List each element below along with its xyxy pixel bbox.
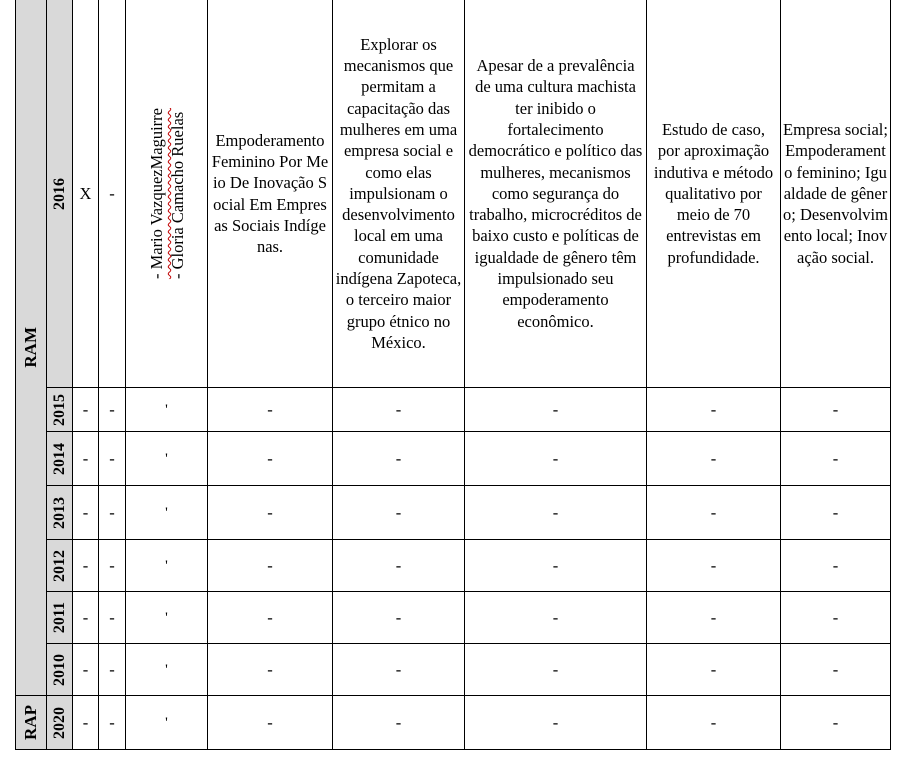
objective-cell: [333, 540, 465, 592]
table-row: [16, 696, 891, 750]
title-cell: [208, 486, 333, 540]
authors-cell: [126, 592, 208, 644]
authors-cell: [126, 486, 208, 540]
results-cell: [465, 696, 647, 750]
col3-value: -: [109, 502, 115, 522]
method-cell: [647, 486, 781, 540]
col3-value: -: [109, 659, 115, 679]
title-cell: [208, 432, 333, 486]
title-value: -: [267, 607, 273, 627]
authors-value: ': [165, 714, 168, 731]
year-cell: [47, 592, 73, 644]
mark-value: -: [82, 502, 89, 522]
journal-label: RAM: [21, 327, 40, 368]
table-row: [16, 540, 891, 592]
results-value: -: [552, 399, 559, 419]
keywords-cell: [781, 432, 891, 486]
col3-cell: [99, 644, 126, 696]
keywords-value: -: [832, 659, 839, 679]
keywords-cell: [781, 388, 891, 432]
method-value: -: [710, 555, 717, 575]
authors-cell: [126, 432, 208, 486]
journal-cell-rap: [16, 696, 47, 750]
mark-cell: [73, 644, 99, 696]
year-cell: [47, 540, 73, 592]
authors-list: [146, 108, 188, 279]
year-cell: [47, 388, 73, 432]
col3-value: -: [109, 183, 115, 203]
article-results: Apesar de a prevalência de uma cultura machista ter inibido o fortalecimento democrático e político das mulheres, mecanismos como segurança do trabalho, microcréditos de baixo custo e políticas de igualdade de gênero têm impulsionado seu empoderamento econômico.: [468, 56, 643, 331]
title-value: -: [267, 399, 273, 419]
year-label: 2020: [50, 706, 68, 739]
results-cell: [465, 0, 647, 388]
mark-cell: [73, 486, 99, 540]
year-cell: [47, 486, 73, 540]
keywords-value: -: [832, 712, 839, 732]
table-row: [16, 0, 891, 388]
objective-cell: [333, 0, 465, 388]
authors-value: ': [165, 450, 168, 467]
year-label: 2016: [50, 177, 68, 210]
title-cell: [208, 592, 333, 644]
author-name: - Gloria Camacho Ruelas: [167, 111, 187, 280]
mark-value: -: [82, 399, 89, 419]
results-cell: [465, 432, 647, 486]
title-cell: [208, 388, 333, 432]
author-name: - Mario VazquezMaguirre: [146, 107, 166, 280]
table-row: [16, 644, 891, 696]
mark-value: -: [82, 448, 89, 468]
title-cell: [208, 540, 333, 592]
col3-cell: [99, 540, 126, 592]
objective-value: -: [395, 502, 402, 522]
article-objective: Explorar os mecanismos que permitam a capacitação das mulheres em uma empresa social e como elas impulsionam o desenvolvimento local em uma comunidade indígena Zapoteca, o terceiro maior grupo étnico no México.: [335, 34, 462, 352]
keywords-value: -: [832, 555, 839, 575]
method-cell: [647, 644, 781, 696]
year-cell: [47, 644, 73, 696]
results-cell: [465, 592, 647, 644]
authors-cell: [126, 388, 208, 432]
year-cell: [47, 432, 73, 486]
objective-cell: [333, 388, 465, 432]
title-value: -: [267, 712, 273, 732]
year-label: 2011: [50, 601, 68, 634]
mark-cell: [73, 592, 99, 644]
mark-cell: [73, 0, 99, 388]
keywords-cell: [781, 486, 891, 540]
title-cell: [208, 696, 333, 750]
mark-value: -: [82, 607, 89, 627]
keywords-value: -: [832, 607, 839, 627]
results-value: -: [552, 712, 559, 732]
authors-value: ': [165, 504, 168, 521]
method-value: -: [710, 502, 717, 522]
authors-cell: [126, 0, 208, 388]
article-method: Estudo de caso, por aproximação indutiva e método qualitativo por meio de 70 entrevistas em profundidade.: [653, 119, 774, 267]
method-value: -: [710, 659, 717, 679]
year-cell: [47, 696, 73, 750]
objective-value: -: [395, 607, 402, 627]
col3-cell: [99, 432, 126, 486]
col3-value: -: [109, 399, 115, 419]
results-cell: [465, 486, 647, 540]
year-label: 2012: [50, 549, 68, 582]
year-label: 2010: [50, 653, 68, 686]
objective-value: -: [395, 399, 402, 419]
results-cell: [465, 388, 647, 432]
authors-cell: [126, 696, 208, 750]
table-row: [16, 432, 891, 486]
method-cell: [647, 696, 781, 750]
col3-value: -: [109, 607, 115, 627]
method-value: -: [710, 448, 717, 468]
mark-cell: [73, 540, 99, 592]
authors-cell: [126, 540, 208, 592]
col3-value: -: [109, 448, 115, 468]
keywords-value: -: [832, 502, 839, 522]
method-cell: [647, 540, 781, 592]
year-label: 2014: [50, 442, 68, 475]
col3-cell: [99, 696, 126, 750]
objective-cell: [333, 432, 465, 486]
literature-table: [15, 0, 891, 750]
title-cell: [208, 644, 333, 696]
col3-cell: [99, 592, 126, 644]
objective-cell: [333, 644, 465, 696]
method-value: -: [710, 399, 717, 419]
keywords-cell: [781, 0, 891, 388]
objective-value: -: [395, 555, 402, 575]
keywords-value: -: [832, 399, 839, 419]
keywords-value: -: [832, 448, 839, 468]
table-row: [16, 388, 891, 432]
results-value: -: [552, 502, 559, 522]
authors-value: ': [165, 401, 168, 418]
mark-value: -: [82, 712, 89, 732]
mark-value: -: [82, 555, 89, 575]
col3-value: -: [109, 712, 115, 732]
mark-cell: [73, 388, 99, 432]
results-value: -: [552, 448, 559, 468]
title-value: -: [267, 659, 273, 679]
method-cell: [647, 388, 781, 432]
authors-cell: [126, 644, 208, 696]
objective-value: -: [395, 659, 402, 679]
authors-value: ': [165, 609, 168, 626]
objective-cell: [333, 696, 465, 750]
authors-value: ': [165, 661, 168, 678]
year-label: 2013: [50, 496, 68, 529]
authors-value: ': [165, 557, 168, 574]
year-cell: [47, 0, 73, 388]
journal-cell-ram: [16, 0, 47, 696]
method-value: -: [710, 607, 717, 627]
title-value: -: [267, 448, 273, 468]
table-row: [16, 486, 891, 540]
results-cell: [465, 644, 647, 696]
method-cell: [647, 592, 781, 644]
title-value: -: [267, 555, 273, 575]
mark-value: X: [79, 183, 92, 203]
method-cell: [647, 432, 781, 486]
col3-value: -: [109, 555, 115, 575]
results-value: -: [552, 659, 559, 679]
objective-cell: [333, 592, 465, 644]
method-value: -: [710, 712, 717, 732]
results-cell: [465, 540, 647, 592]
keywords-cell: [781, 540, 891, 592]
col3-cell: [99, 486, 126, 540]
method-cell: [647, 0, 781, 388]
title-cell: [208, 0, 333, 388]
keywords-cell: [781, 696, 891, 750]
objective-cell: [333, 486, 465, 540]
objective-value: -: [395, 448, 402, 468]
keywords-cell: [781, 592, 891, 644]
objective-value: -: [395, 712, 402, 732]
mark-cell: [73, 696, 99, 750]
mark-value: -: [82, 659, 89, 679]
article-title: Empoderamento Feminino Por Meio De Inovação Social Em Empresas Sociais Indígenas.: [211, 130, 329, 257]
mark-cell: [73, 432, 99, 486]
results-value: -: [552, 607, 559, 627]
results-value: -: [552, 555, 559, 575]
title-value: -: [267, 502, 273, 522]
year-label: 2015: [50, 393, 68, 426]
journal-label: RAP: [21, 705, 40, 740]
col3-cell: [99, 0, 126, 388]
keywords-cell: [781, 644, 891, 696]
article-keywords: Empresa social; Empoderamento feminino; Igualdade de gênero; Desenvolvimento local; Inovação social.: [783, 119, 888, 267]
col3-cell: [99, 388, 126, 432]
table-row: [16, 592, 891, 644]
